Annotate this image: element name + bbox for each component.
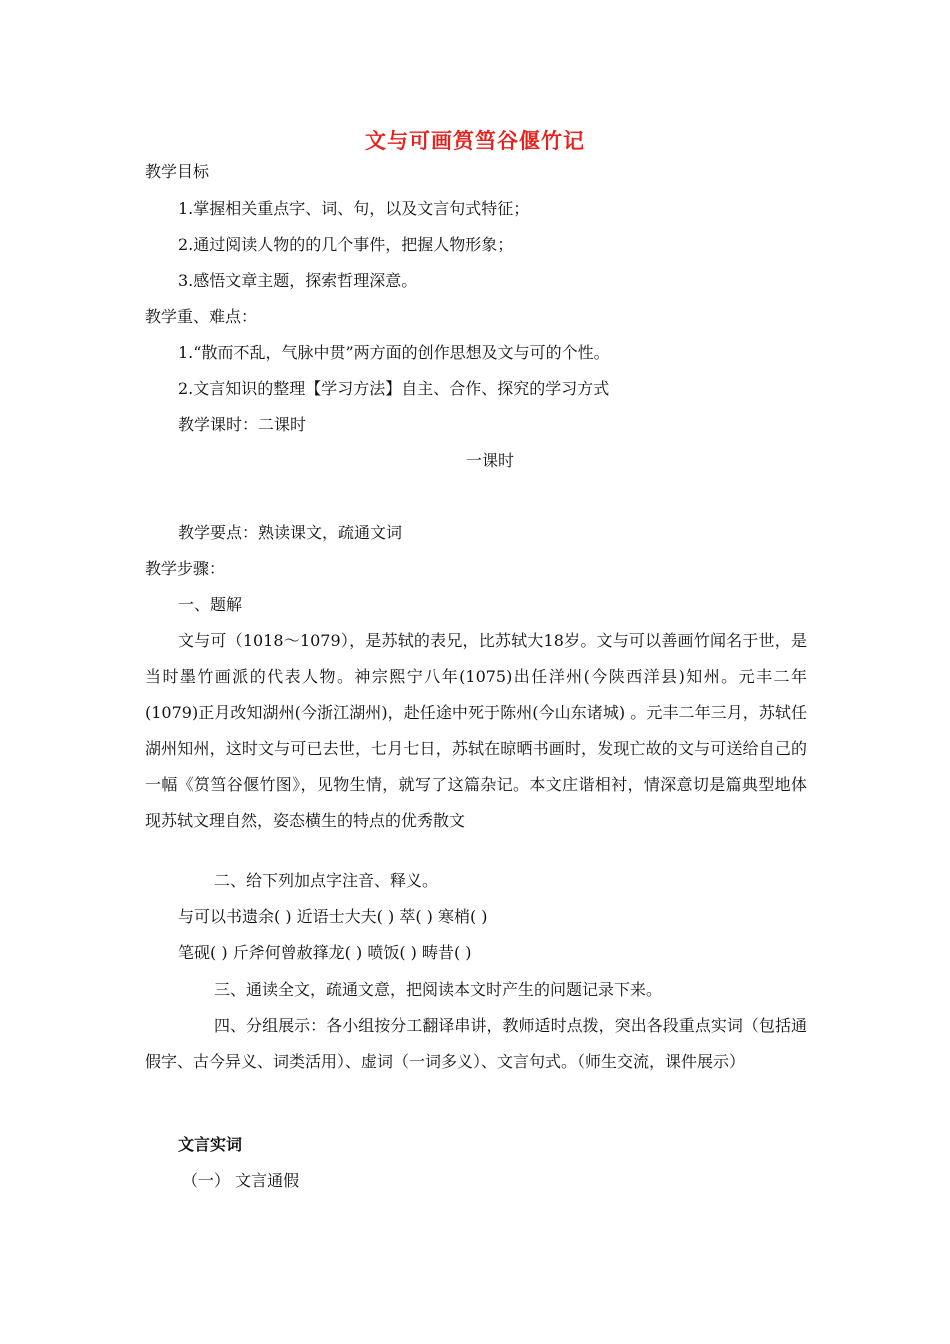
step1-heading: 一、题解 [178, 595, 243, 614]
section-heading: 文言实词 [178, 1135, 243, 1154]
objective-item-1: 1.掌握相关重点字、词、句，以及文言句式特征； [178, 199, 530, 218]
objectives-heading: 教学目标 [145, 162, 210, 181]
document-title: 文与可画筼筜谷偃竹记 [365, 129, 585, 153]
key-point-item-1: 1.“散而不乱，气脉中贯”两方面的创作思想及文与可的个性。 [178, 343, 610, 362]
step3-text: 三、通读全文，疏通文意，把阅读本文时产生的问题记录下来。 [214, 980, 663, 999]
objective-item-3: 3.感悟文章主题，探索哲理深意。 [178, 271, 418, 290]
step2-heading: 二、给下列加点字注音、释义。 [214, 871, 439, 890]
objective-item-2: 2.通过阅读人物的的几个事件，把握人物形象； [178, 235, 514, 254]
step4-paragraph: 四、分组展示：各小组按分工翻译串讲，教师适时点拨，突出各段重点实词（包括通假字、古今异义、词类活用）、虚词（一词多义）、文言句式。（师生交流，课件展示） [145, 1016, 807, 1071]
steps-heading: 教学步骤： [145, 559, 226, 578]
key-point-item-2: 2.文言知识的整理【学习方法】自主、合作、探究的学习方式 [178, 379, 610, 398]
step2-row-1: 与可以书遗余( ) 近语士大夫( ) 萃( ) 寒梢( ) [178, 907, 488, 926]
key-points-heading: 教学重、难点： [145, 307, 258, 326]
step2-row-2: 笔砚( ) 斤斧何曾赦箨龙( ) 喷饭( ) 畴昔( ) [178, 943, 472, 962]
lesson-one-heading: 一课时 [465, 451, 514, 470]
step1-paragraph: 文与可（1018～1079），是苏轼的表兄，比苏轼大18岁。文与可以善画竹闻名于世，是当时墨竹画派的代表人物。神宗熙宁八年(1075)出任洋州(今陕西洋县)知州。元丰二年(1079)正月改知湖州(今浙江湖州)，赴任途中死于陈州(今山东诸城) 。元丰二年三月，苏轼任湖州知州，这时文与可已去世，七月七日，苏轼在晾晒书画时，发现亡故的文与可送给自己的一幅《筼筜谷偃竹图》，见物生情，就写了这篇杂记。本文庄谐相衬，情深意切是篇典型地体现苏轼文理自然，姿态横生的特点的优秀散文 [145, 631, 807, 830]
subsection-heading: （一） 文言通假 [182, 1171, 300, 1190]
lesson-focus: 教学要点：熟读课文，疏通文词 [178, 523, 403, 542]
class-hours: 教学课时：二课时 [178, 415, 307, 434]
